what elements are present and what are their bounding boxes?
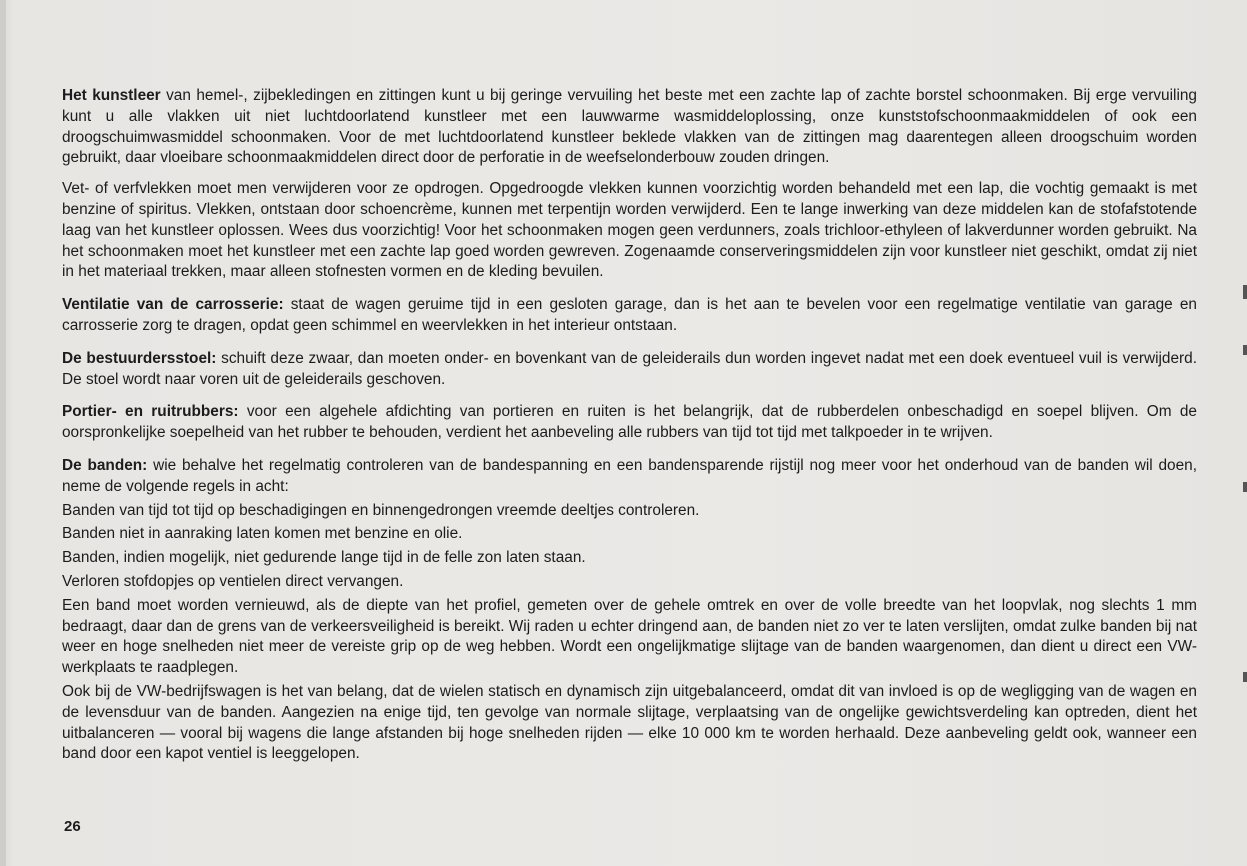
paragraph-rubbers [62,402,1197,444]
paragraph-lead: De bestuurdersstoel: [62,349,217,367]
rule-item: Verloren stofdopjes op ventielen direct vervangen. [62,572,404,590]
page-spine [0,0,6,866]
paragraph-text: voor een algehele afdichting van portieren en ruiten is het belangrijk, dat de rubberdelen onbeschadigd en soepel blijven. Om de oorspronkelijke soepelheid van het rubber te behouden, verdient het aanbeveling alle rubbers van tijd tot tijd met talkpoeder in te wrijven. [62,403,1197,442]
paragraph-text: van hemel-, zijbekledingen en zittingen kunt u bij geringe vervuiling het beste met een zachte lap of zachte borstel schoonmaken. Bij erge vervuiling kunt u alle vlakken uit niet luchtdoorlatend kunstleer met een lauwwarme wasmiddeloplossing, onze kunststofschoonmaakmiddelen of ook een droogschuimwasmiddel schoonmaken. Voor de met luchtdoorlatend kunstleer beklede vlakken van de zittingen mag daarentegen alleen droogschuim worden gebruikt, daar vloeibare schoonmaakmiddelen direct door de perforatie in de weefselonderbouw zouden dringen. [62,87,1197,167]
paragraph-vlekken [62,179,1197,283]
paragraph-balanceren: Ook bij de VW-bedrijfswagen is het van belang, dat de wielen statisch en dynamisch zijn uitgebalanceerd, omdat dit van invloed is op de wegligging van de wagen en de levensduur van de banden. Aangezien na enige tijd, ten gevolge van normale slijtage, verplaatsing van de ongelijke gewichtsverdeling kan optreden, dient het uitbalanceren — vooral bij wagens die lange afstanden bij hoge snelheden rijden — elke 10 000 km te worden herhaald. Deze aanbeveling geldt ook, wanneer een band door een kapot ventiel is leeggelopen. [62,682,1197,763]
paragraph-text: schuift deze zwaar, dan moeten onder- en bovenkant van de geleiderails dun worden ingevet nadat met een doek eventueel vuil is verwijderd. De stoel wordt naar voren uit de geleiderails geschoven. [62,349,1197,388]
paragraph-banden [62,456,1197,498]
paragraph-text: staat de wagen geruime tijd in een gesloten garage, dan is het aan te bevelen voor een regelmatige ventilatie van garage en carrosserie zorg te dragen, opdat geen schimmel en weervlekken in het interieur ontstaan. [62,296,1197,334]
edge-mark [1243,285,1247,299]
paragraph-vernieuwen: Een band moet worden vernieuwd, als de diepte van het profiel, gemeten over de gehele omtrek en over de volle breedte van het loopvlak, nog slechts 1 mm bedraagt, daar dan de grens van de verkeersveiligheid is bereikt. Wij raden u echter dringend aan, de banden niet zo ver te laten verslijten, omdat zulke banden bij nat weer en hoge snelheden niet meer de vereiste grip op de weg hebben. Wordt een ongelijkmatige slijtage van de banden waargenomen, dan dient u direct een VW-werkplaats te raadplegen. [62,596,1197,677]
paragraph-lead: Portier- en ruitrubbers: [62,403,239,421]
paragraph-lead: Het kunstleer [62,87,161,104]
paragraph-lead: Ventilatie van de carrosserie: [62,296,284,314]
rule-item: Banden niet in aanraking laten komen met benzine en olie. [62,525,463,543]
paragraph-text: wie behalve het regelmatig controleren van de bandespanning en een bandensparende rijstijl nog meer voor het onderhoud van de banden wil doen, neme de volgende regels in acht: [62,456,1197,495]
edge-mark [1243,482,1247,492]
edge-mark [1243,345,1247,355]
paragraph-lead: De banden: [62,456,148,474]
edge-mark [1243,672,1247,682]
paragraph-ventilatie [62,295,1197,337]
page-number: 26 [64,818,81,835]
rule-item: Banden, indien mogelijk, niet gedurende lange tijd in de felle zon laten staan. [62,549,586,567]
rule-item: Banden van tijd tot tijd op beschadigingen en binnengedrongen vreemde deeltjes controleren. [62,501,700,519]
paragraph-kunstleer [62,86,1197,169]
paragraph-text: Vet- of verfvlekken moet men verwijderen voor ze opdrogen. Opgedroogde vlekken kunnen voorzichtig worden behandeld met een lap, die vochtig gemaakt is met benzine of spiritus. Vlekken, ontstaan door schoencrème, kunnen met terpentijn worden verwijderd. Een te lange inwerking van deze middelen kan de stofafstotende laag van het kunstleer oplossen. Wees dus voorzichtig! Voor het schoonmaken mogen geen verdunners, zoals trichloor-ethyleen of lakverdunner worden gebruikt. Na het schoonmaken moet het kunstleer met een zachte lap goed worden gewreven. Zogenaamde conserveringsmiddelen zijn voor kunstleer niet geschikt, omdat zij niet in het materiaal trekken, maar alleen stofnesten vormen en de kleding bevuilen. [62,180,1197,281]
body-text [62,86,1197,768]
paragraph-bestuurdersstoel [62,349,1197,391]
